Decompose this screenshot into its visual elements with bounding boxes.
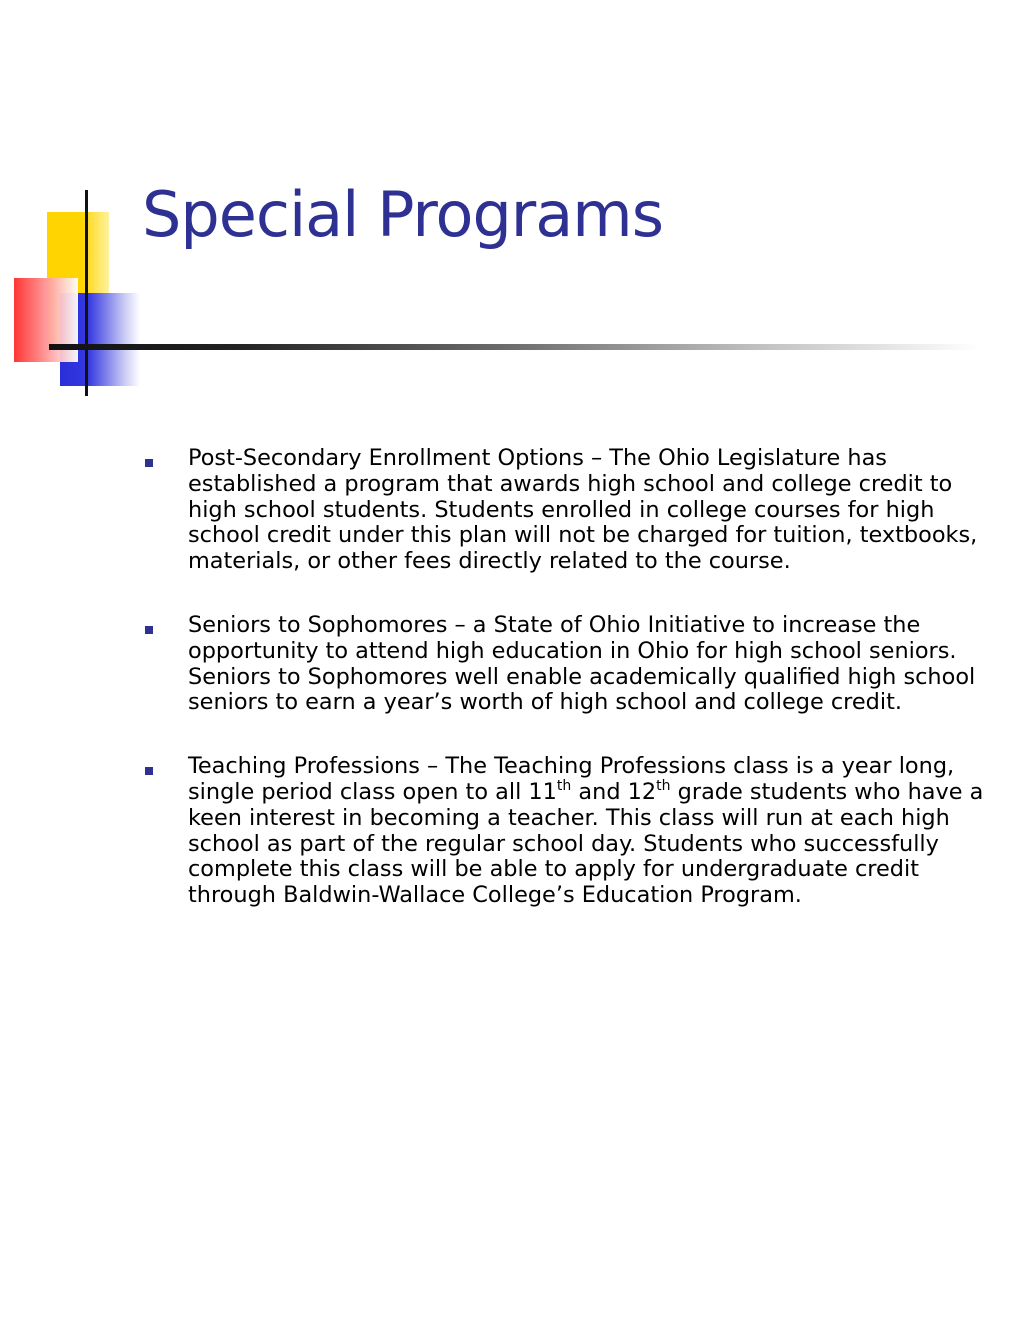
ordinal-suffix: th <box>656 777 671 794</box>
decoration-vertical-line <box>85 190 88 396</box>
slide-title: Special Programs <box>142 178 663 251</box>
bullet-text-part: and 12 <box>571 778 657 805</box>
bullet-list <box>0 446 1024 947</box>
decoration-horizontal-rule <box>49 344 979 350</box>
bullet-text: Seniors to Sophomores – a State of Ohio Initiative to increase the opportunity to attend high education in Ohio for high school seniors. Seniors to Sophomores well enable academically qualified high school seniors to earn a year’s worth of high school and college credit. <box>188 611 976 716</box>
bullet-item-post-secondary <box>0 446 1024 575</box>
square-bullet-icon <box>145 767 153 775</box>
bullet-text <box>188 754 993 909</box>
ordinal-suffix: th <box>556 777 572 794</box>
bullet-item-teaching-professions <box>0 754 1024 909</box>
square-bullet-icon <box>145 459 153 467</box>
bullet-item-seniors-to-sophomores <box>0 613 1024 716</box>
bullet-text-part: grade students who have a keen interest in becoming a teacher. This class will run at each high school as part of the regular school day. Students who successfully complete this class will be able to apply for undergraduate credit through Baldwin-Wallace College’s Education Program. <box>188 778 984 909</box>
bullet-text-part: Teaching Professions – The Teaching Professions class is a year long, single period class open to all 11 <box>188 753 955 805</box>
square-bullet-icon <box>145 626 153 634</box>
bullet-text: Post-Secondary Enrollment Options – The Ohio Legislature has established a program that awards high school and college credit to high school students. Students enrolled in college courses for high school credit under this plan will not be charged for tuition, textbooks, materials, or other fees directly related to the course. <box>188 445 978 575</box>
